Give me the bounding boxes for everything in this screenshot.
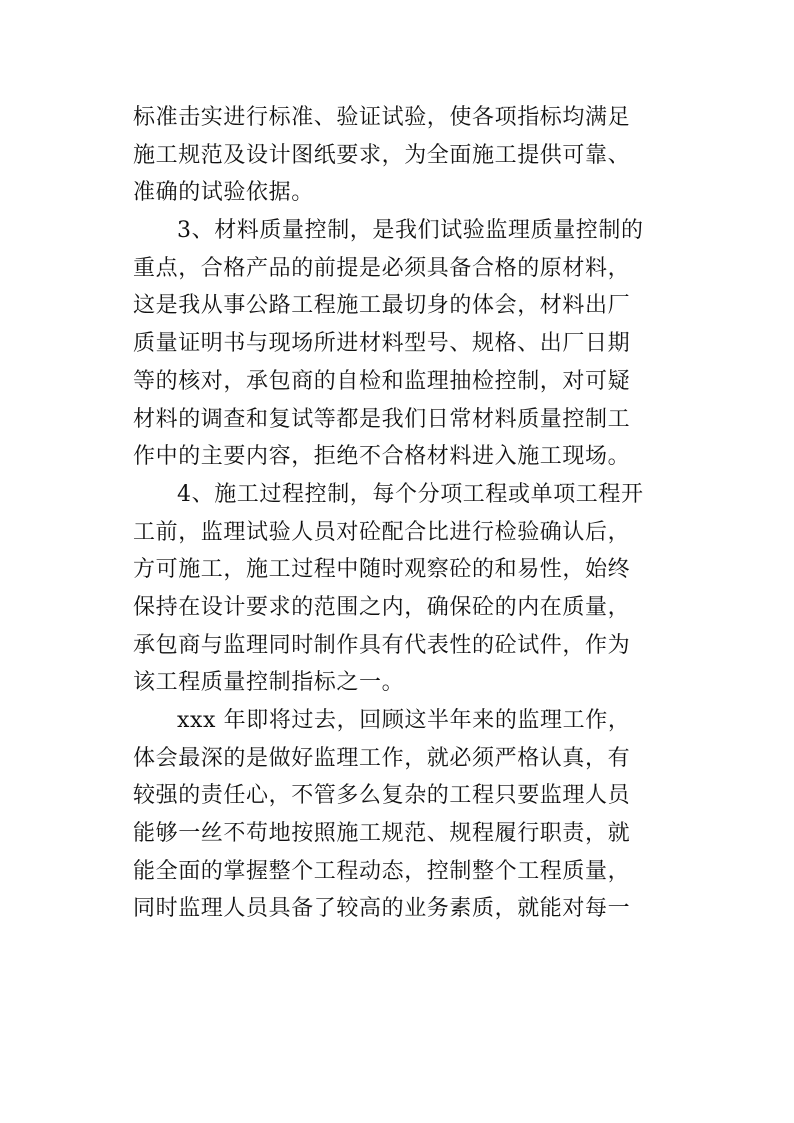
text-line: 能全面的掌握整个工程动态，控制整个工程质量， — [133, 858, 631, 884]
document-body — [133, 99, 661, 928]
text-line: 体会最深的是做好监理工作，就必须严格认真，有 — [133, 745, 631, 771]
text-line: 这是我从事公路工程施工最切身的体会，材料出厂 — [133, 293, 631, 319]
text-line: 承包商与监理同时制作具有代表性的砼试件，作为 — [133, 632, 631, 658]
text-line: 4、施工过程控制，每个分项工程或单项工程开 — [177, 481, 644, 507]
text-line: 同时监理人员具备了较高的业务素质，就能对每一 — [133, 896, 631, 922]
text-line: 能够一丝不苟地按照施工规范、规程履行职责，就 — [133, 821, 631, 847]
text-line: 质量证明书与现场所进材料型号、规格、出厂日期 — [133, 331, 631, 357]
paragraph-3 — [133, 476, 661, 702]
text-line: 准确的试验依据。 — [133, 180, 314, 206]
text-line: 该工程质量控制指标之一。 — [133, 670, 405, 696]
text-line: 3、材料质量控制，是我们试验监理质量控制的 — [177, 218, 644, 244]
paragraph-4 — [133, 702, 661, 928]
text-line: 重点，合格产品的前提是必须具备合格的原材料， — [133, 255, 631, 281]
text-line: 工前，监理试验人员对砼配合比进行检验确认后， — [133, 519, 631, 545]
text-line: 作中的主要内容，拒绝不合格材料进入施工现场。 — [133, 444, 631, 470]
text-line: 标准击实进行标准、验证试验，使各项指标均满足 — [133, 105, 631, 130]
text-line: 材料的调查和复试等都是我们日常材料质量控制工 — [133, 406, 631, 432]
text-line: xxx 年即将过去，回顾这半年来的监理工作， — [177, 708, 631, 733]
text-line: 保持在设计要求的范围之内，确保砼的内在质量， — [133, 594, 631, 620]
text-line: 等的核对，承包商的自检和监理抽检控制，对可疑 — [133, 368, 631, 394]
text-line: 施工规范及设计图纸要求，为全面施工提供可靠、 — [133, 142, 631, 168]
text-line: 方可施工，施工过程中随时观察砼的和易性，始终 — [133, 557, 631, 583]
paragraph-2 — [133, 212, 661, 476]
text-line: 较强的责任心，不管多么复杂的工程只要监理人员 — [133, 783, 631, 809]
paragraph-1 — [133, 99, 661, 212]
